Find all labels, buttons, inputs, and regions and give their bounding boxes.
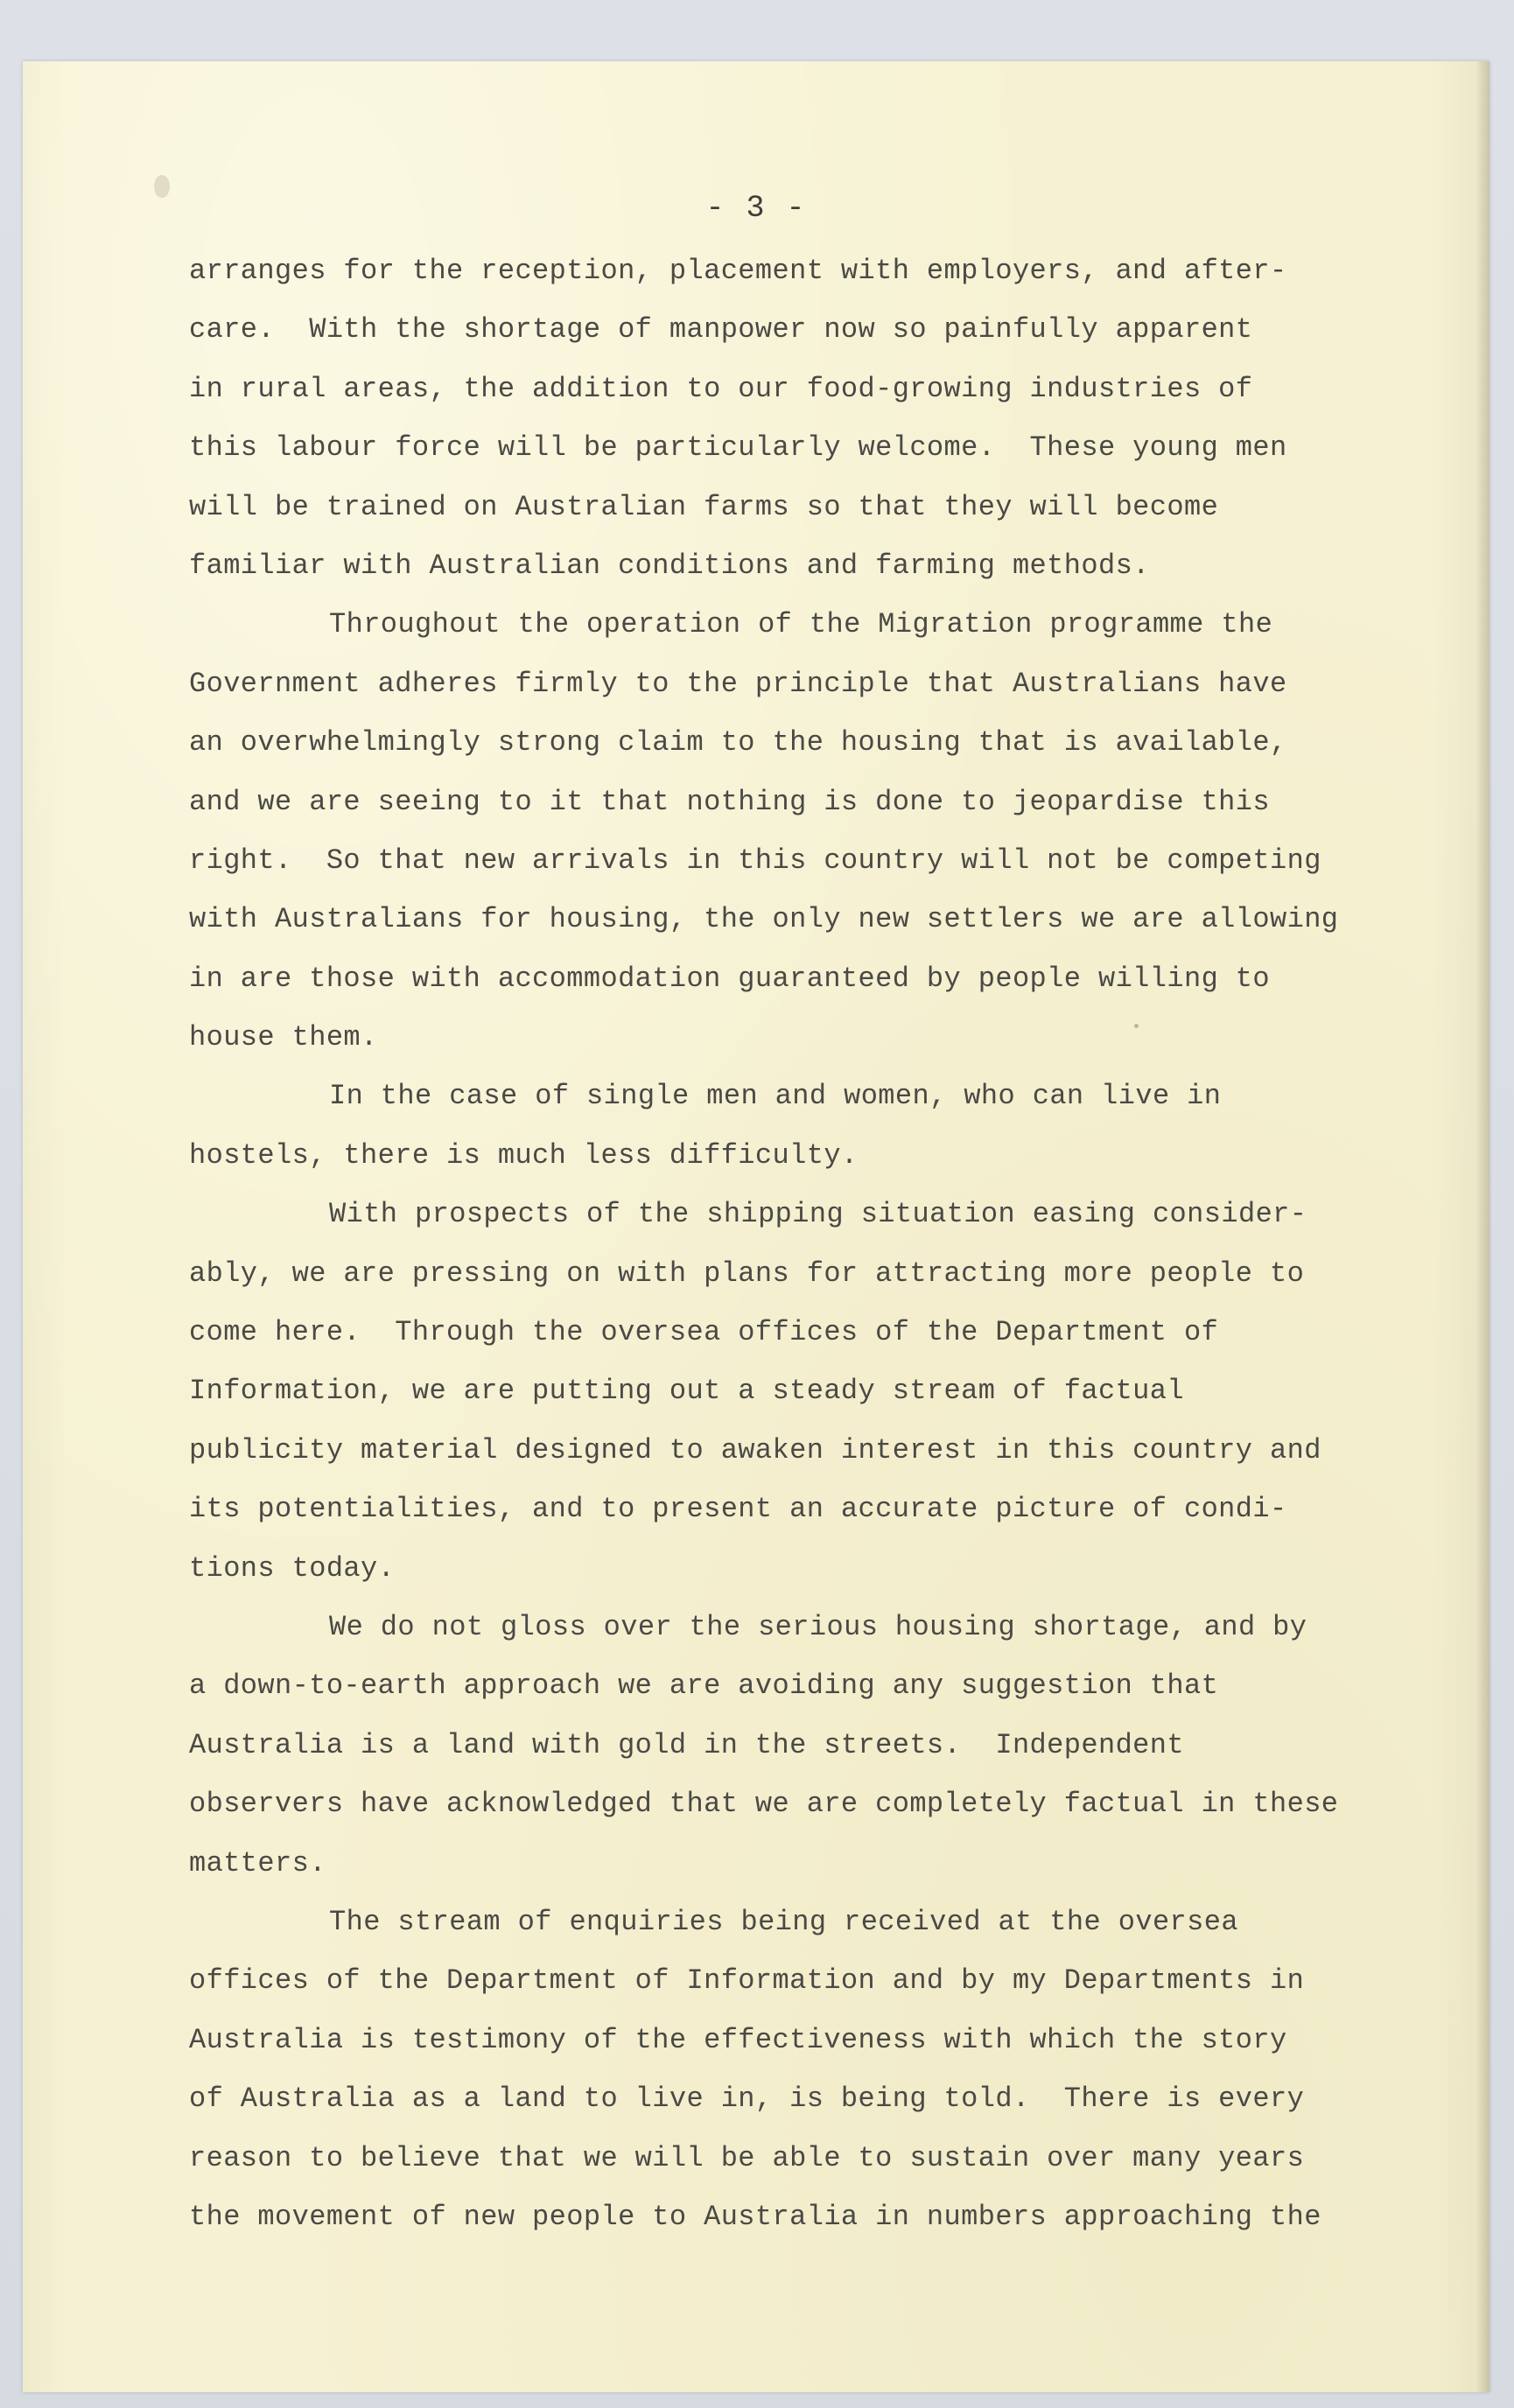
text-line: house them. [189, 1021, 378, 1054]
typewritten-page [23, 61, 1489, 2392]
text-line: hostels, there is much less difficulty. [189, 1138, 859, 1172]
text-line: care. With the shortage of manpower now so painfully apparent [189, 313, 1253, 346]
paragraph-start-line: With prospects of the shipping situation easing consider- [329, 1198, 1307, 1231]
text-line: reason to believe that we will be able to sustain over many years [189, 2141, 1305, 2174]
text-line: familiar with Australian conditions and farming methods. [189, 549, 1150, 582]
text-line: arranges for the reception, placement with employers, and after- [189, 255, 1287, 287]
paragraph-start-line: Throughout the operation of the Migration programme the [329, 608, 1273, 641]
text-line: with Australians for housing, the only new settlers we are allowing [189, 903, 1339, 936]
paragraph-start-line: The stream of enquiries being received at the oversea [329, 1905, 1238, 1938]
text-line: of Australia as a land to live in, is being told. There is every [189, 2082, 1305, 2116]
text-line: in are those with accommodation guaranteed by people willing to [189, 962, 1270, 995]
text-line: come here. Through the oversea offices of the Department of [189, 1316, 1219, 1349]
text-line: the movement of new people to Australia in numbers approaching the [189, 2200, 1321, 2233]
text-line: will be trained on Australian farms so that they will become [189, 490, 1219, 523]
paragraph-start-line: In the case of single men and women, who can live in [329, 1080, 1222, 1113]
text-line: offices of the Department of Information and by my Departments in [189, 1964, 1305, 1998]
text-line: Government adheres firmly to the principle that Australians have [189, 667, 1287, 700]
text-line: a down-to-earth approach we are avoiding any suggestion that [189, 1670, 1219, 1703]
text-line: matters. [189, 1846, 326, 1880]
page-number: - 3 - [705, 191, 807, 226]
paragraph-start-line: We do not gloss over the serious housing shortage, and by [329, 1610, 1307, 1643]
text-line: an overwhelmingly strong claim to the housing that is available, [189, 726, 1287, 760]
text-line: Australia is testimony of the effectiveness with which the story [189, 2023, 1287, 2056]
text-line: its potentialities, and to present an accurate picture of condi- [189, 1493, 1287, 1526]
text-line: Information, we are putting out a steady stream of factual [189, 1375, 1184, 1408]
text-line: Australia is a land with gold in the streets. Independent [189, 1728, 1184, 1761]
text-line: publicity material designed to awaken interest in this country and [189, 1433, 1321, 1466]
text-line: this labour force will be particularly welcome. These young men [189, 431, 1287, 465]
text-line: observers have acknowledged that we are completely factual in these [189, 1788, 1339, 1821]
page-edge-shadow [1475, 61, 1489, 2392]
text-line: and we are seeing to it that nothing is done to jeopardise this [189, 785, 1270, 818]
document-body [189, 242, 1414, 2246]
text-line: ably, we are pressing on with plans for attracting more people to [189, 1256, 1305, 1290]
text-line: tions today. [189, 1551, 396, 1585]
text-line: right. So that new arrivals in this country will not be competing [189, 844, 1321, 877]
text-line: in rural areas, the addition to our food-growing industries of [189, 372, 1253, 405]
